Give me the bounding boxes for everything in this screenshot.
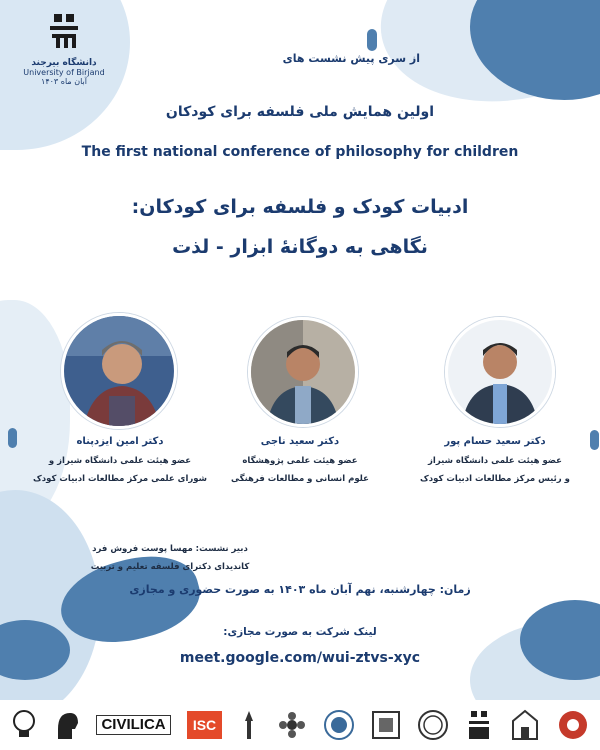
speaker-affiliation: عضو هیئت علمی پژوهشگاه: [242, 456, 358, 466]
speaker-photo-hesampour: [445, 317, 555, 427]
isc-text: ISC: [187, 711, 222, 739]
event-month: آبان ماه ۱۴۰۳: [41, 77, 87, 86]
series-label: از سری پیش نشست های: [282, 52, 420, 65]
bulb-logo-icon: [10, 708, 38, 742]
session-topic-line1: ادبیات کودک و فلسفه برای کودکان:: [131, 196, 469, 218]
speaker-card-hesampour: [395, 436, 595, 488]
speaker-name: دکتر امین ایزدپناه: [76, 436, 164, 447]
secretary-title: کاندیدای دکترای فلسفه تعلیم و تربیت: [90, 562, 250, 572]
civilica-text: CIVILICA: [96, 715, 170, 735]
conference-title-en: The first national conference of philosophy for children: [81, 144, 519, 160]
speaker-affiliation: علوم انسانی و مطالعات فرهنگی: [231, 474, 369, 484]
square-logo-icon: [371, 708, 401, 742]
university-emblem-icon: [44, 12, 84, 52]
university-logo: [18, 12, 110, 86]
speaker-name: دکتر سعید حسام پور: [444, 436, 546, 447]
conference-title-fa: اولین همایش ملی فلسفه برای کودکان: [165, 104, 435, 120]
institute-logo-icon: [510, 708, 540, 742]
meeting-link[interactable]: meet.google.com/wui-ztvs-xyc: [179, 650, 421, 666]
event-time: زمان: چهارشنبه، نهم آبان ماه ۱۴۰۳ به صورت حضوری و مجازی: [129, 583, 471, 596]
university-name-fa: دانشگاه بیرجند: [31, 58, 97, 68]
speaker-photo-naji: [248, 317, 358, 427]
speaker-affiliation: و رئیس مرکز مطالعات ادبیات کودک: [420, 474, 570, 484]
decor-dot: [367, 29, 377, 51]
speaker-affiliation: شورای علمی مرکز مطالعات ادبیات کودک: [33, 474, 207, 484]
flower-logo-icon: [277, 708, 307, 742]
emblem-logo-icon: [238, 708, 260, 742]
link-label: لینک شرکت به صورت مجازی:: [223, 626, 377, 638]
speaker-card-naji: [200, 436, 400, 488]
session-topic-line2: نگاهی به دوگانهٔ ابزار - لذت: [172, 236, 428, 258]
birjand-logo-icon: [465, 708, 493, 742]
seal-logo-icon: [323, 708, 355, 742]
star-logo-icon: [556, 708, 590, 742]
session-secretary: [70, 540, 270, 576]
university-name-en: University of Birjand: [23, 68, 105, 77]
speaker-affiliation: عضو هیئت علمی دانشگاه شیراز: [428, 456, 562, 466]
sponsor-logos-bar: [0, 700, 600, 750]
speaker-card-izadpanah: [20, 436, 220, 488]
speaker-affiliation: عضو هیئت علمی دانشگاه شیراز و: [48, 456, 192, 466]
speaker-photo-izadpanah: [61, 313, 177, 429]
round-seal-logo-icon: [417, 708, 449, 742]
civilica-logo: [96, 708, 170, 742]
thinker-logo-icon: [54, 708, 80, 742]
isc-logo: [187, 708, 222, 742]
secretary-name: دبیر نشست: مهسا پوست فروش فرد: [92, 544, 248, 554]
speaker-name: دکتر سعید ناجی: [260, 436, 340, 447]
decor-dot: [8, 428, 17, 448]
